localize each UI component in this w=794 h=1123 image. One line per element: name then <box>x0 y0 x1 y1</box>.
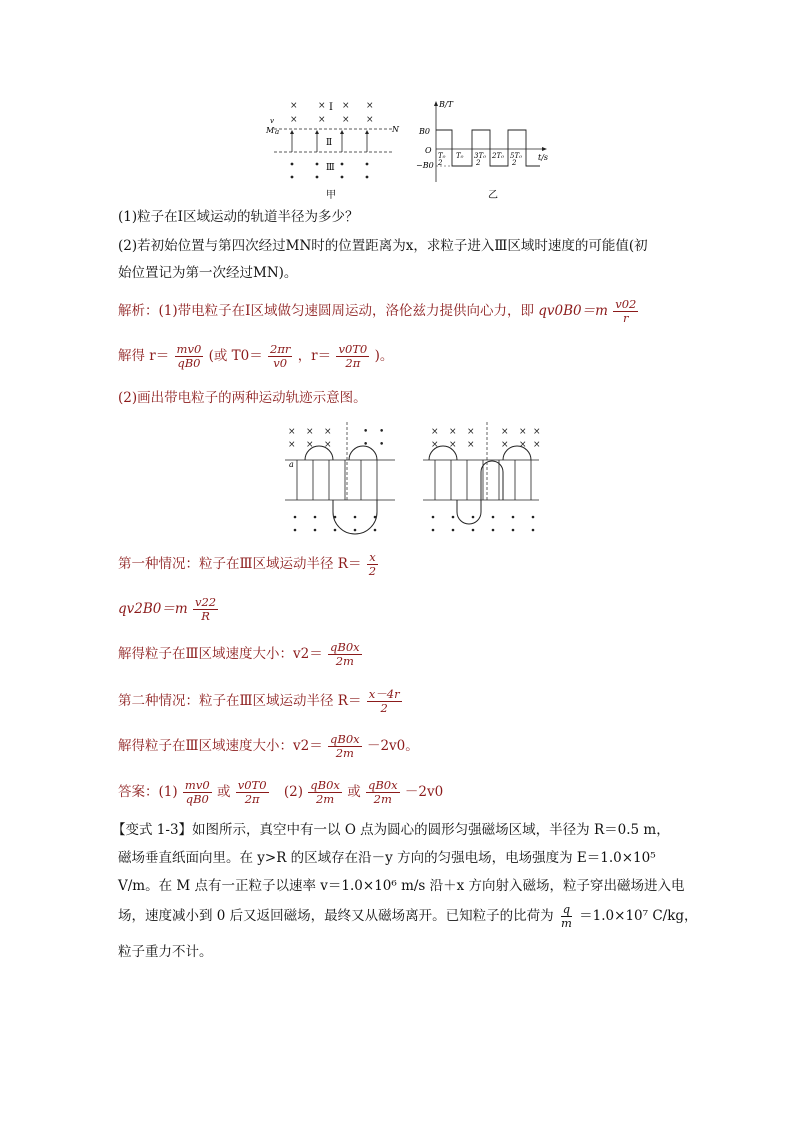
case-2-text: 第二种情况：粒子在Ⅲ区域运动半径 R＝ <box>118 693 362 709</box>
traj-label-a: a <box>289 460 294 469</box>
label-N: N <box>392 125 399 134</box>
figure-yi <box>416 96 566 201</box>
svg-text:×: × <box>342 115 350 125</box>
svg-text:•: • <box>363 427 369 437</box>
solution-2-end: )。 <box>374 348 394 364</box>
case-2-velocity-end: －2v0。 <box>366 738 419 754</box>
svg-text:×: × <box>431 427 439 437</box>
arrow-heads <box>290 130 369 134</box>
origin-label: O <box>425 146 432 155</box>
solution-1-text: 解析：(1)带电粒子在Ⅰ区域做匀速圆周运动，洛伦兹力提供向心力，即 <box>118 303 534 319</box>
svg-text:×: × <box>533 427 541 437</box>
svg-text:×: × <box>501 427 509 437</box>
svg-text:×: × <box>318 101 326 111</box>
question-1: (1)粒子在Ⅰ区域运动的轨道半径为多少？ <box>118 209 359 225</box>
answer-or-1: 或 <box>216 784 231 800</box>
square-wave <box>436 130 540 166</box>
neg-b0-label: −B0 <box>416 161 434 170</box>
svg-text:×: × <box>288 427 296 437</box>
svg-text:×: × <box>501 440 509 450</box>
svg-text:×: × <box>519 427 527 437</box>
svg-text:×: × <box>290 101 298 111</box>
answer-line: 答案：(1) $\frac{mv0}{qB0}$ 或 $\frac{v0T0}{2\pi}$ (2) $\frac{qB0x}{2m}$ 或 $\frac{qB0x}{2m}$ －2v0 <box>118 778 444 806</box>
solution-2-mid2: ，r＝ <box>297 348 332 364</box>
svg-text:×: × <box>366 101 374 111</box>
answer-end: －2v0 <box>404 784 444 800</box>
trajectory-figure-2 <box>423 420 543 535</box>
v0-label: v <box>270 117 274 125</box>
answer-prefix: 答案：(1) <box>118 784 178 800</box>
region-1-label: Ⅰ <box>329 102 333 113</box>
variant-line-1: 【变式 1-3】如图所示，真空中有一以 O 点为圆心的圆形匀强磁场区域，半径为 R＝0.5 m， <box>112 822 670 838</box>
svg-text:T₀: T₀ <box>456 152 464 160</box>
svg-text:×: × <box>467 440 475 450</box>
svg-text:•: • <box>363 440 369 450</box>
svg-text:5T₀: 5T₀ <box>510 152 522 160</box>
svg-text:×: × <box>467 427 475 437</box>
svg-text:2: 2 <box>438 159 443 167</box>
svg-text:×: × <box>324 440 332 450</box>
variant-line-3: V/m。在 M 点有一正粒子以速率 v＝1.0×10⁶ m/s 沿＋x 方向射入磁场，粒子穿出磁场进入电 <box>118 878 685 894</box>
variant-line-4-end: ＝1.0×10⁷ C/kg， <box>579 908 698 924</box>
caption-jia: 甲 <box>326 190 336 201</box>
solution-3: (2)画出带电粒子的两种运动轨迹示意图。 <box>118 390 367 406</box>
svg-text:×: × <box>306 427 314 437</box>
x-axis-label: t/s <box>538 153 549 162</box>
variant-line-4: 场，速度减小到 0 后又返回磁场，最终又从磁场离开。已知粒子的比荷为 $\frac{q}{m}$ ＝1.0×10⁷ C/kg， <box>118 902 698 930</box>
solution-1-frac: $\frac{v02}{r}$ <box>615 297 637 325</box>
tick-labels <box>437 152 522 167</box>
case-2-radius: 第二种情况：粒子在Ⅲ区域运动半径 R＝ $\frac{x-4r}{2}$ <box>118 687 400 715</box>
case-2-velocity-text: 解得粒子在Ⅲ区域速度大小：v2＝ <box>118 738 323 754</box>
solution-2: 解得 r＝ $\frac{mv0}{qB0}$ (或 T0＝ $\frac{2\pi r}{v0}$ ，r＝ $\frac{v0T0}{2\pi}$ )。 <box>118 342 394 370</box>
b0-label: B0 <box>419 127 430 136</box>
caption-yi: 乙 <box>488 190 498 201</box>
y-axis-label: B/T <box>439 100 453 109</box>
solution-2-prefix: 解得 r＝ <box>118 348 170 364</box>
svg-text:T₀: T₀ <box>438 152 446 160</box>
case-1-force-eq: qv2B0＝m <box>118 601 188 617</box>
svg-text:×: × <box>449 427 457 437</box>
solution-1-eq: qv0B0＝m <box>538 303 608 319</box>
label-M: M <box>266 126 275 135</box>
svg-text:×: × <box>290 115 298 125</box>
variant-line-4-text: 场，速度减小到 0 后又返回磁场，最终又从磁场离开。已知粒子的比荷为 <box>118 908 554 924</box>
region-2-label: Ⅱ <box>326 138 333 148</box>
svg-text:•: • <box>379 440 385 450</box>
svg-text:2: 2 <box>512 159 517 167</box>
region-3-label: Ⅲ <box>326 163 335 173</box>
variant-line-2: 磁场垂直纸面向里。在 y>R 的区域存在沿－y 方向的匀强电场，电场强度为 E＝1.0×10⁵ <box>118 850 656 866</box>
case-1-text: 第一种情况：粒子在Ⅲ区域运动半径 R＝ <box>118 556 362 572</box>
case-1-velocity: 解得粒子在Ⅲ区域速度大小：v2＝ $\frac{qB0x}{2m}$ <box>118 640 360 668</box>
variant-line-5: 粒子重力不计。 <box>118 944 213 960</box>
svg-text:2T₀: 2T₀ <box>492 152 504 160</box>
solution-1 <box>118 298 639 325</box>
svg-text:×: × <box>366 115 374 125</box>
svg-text:×: × <box>431 440 439 450</box>
svg-text:×: × <box>288 440 296 450</box>
trajectory-figure-1 <box>285 420 397 535</box>
svg-text:×: × <box>318 115 326 125</box>
label-a: a <box>275 128 280 136</box>
svg-text:×: × <box>533 440 541 450</box>
case-1-force: qv2B0＝m $\frac{v22}{R}$ <box>118 595 217 623</box>
solution-2-mid: (或 T0＝ <box>208 348 263 364</box>
figure-jia <box>262 96 412 201</box>
svg-text:×: × <box>306 440 314 450</box>
svg-text:3T₀: 3T₀ <box>474 152 486 160</box>
svg-text:2: 2 <box>476 159 481 167</box>
svg-text:•: • <box>379 427 385 437</box>
case-1-velocity-text: 解得粒子在Ⅲ区域速度大小：v2＝ <box>118 646 323 662</box>
question-2-line-1: (2)若初始位置与第四次经过MN时的位置距离为x，求粒子进入Ⅲ区域时速度的可能值(初 <box>118 238 648 254</box>
svg-text:×: × <box>342 101 350 111</box>
case-1-radius: 第一种情况：粒子在Ⅲ区域运动半径 R＝ $\frac{x}{2}$ <box>118 550 377 578</box>
answer-or-2: 或 <box>347 784 361 800</box>
question-2-line-2: 始位置记为第一次经过MN)。 <box>118 265 298 281</box>
answer-part-2: (2) <box>283 784 303 800</box>
svg-text:×: × <box>519 440 527 450</box>
svg-text:×: × <box>324 427 332 437</box>
case-2-velocity: 解得粒子在Ⅲ区域速度大小：v2＝ $\frac{qB0x}{2m}$ －2v0。 <box>118 732 419 760</box>
svg-text:×: × <box>449 440 457 450</box>
